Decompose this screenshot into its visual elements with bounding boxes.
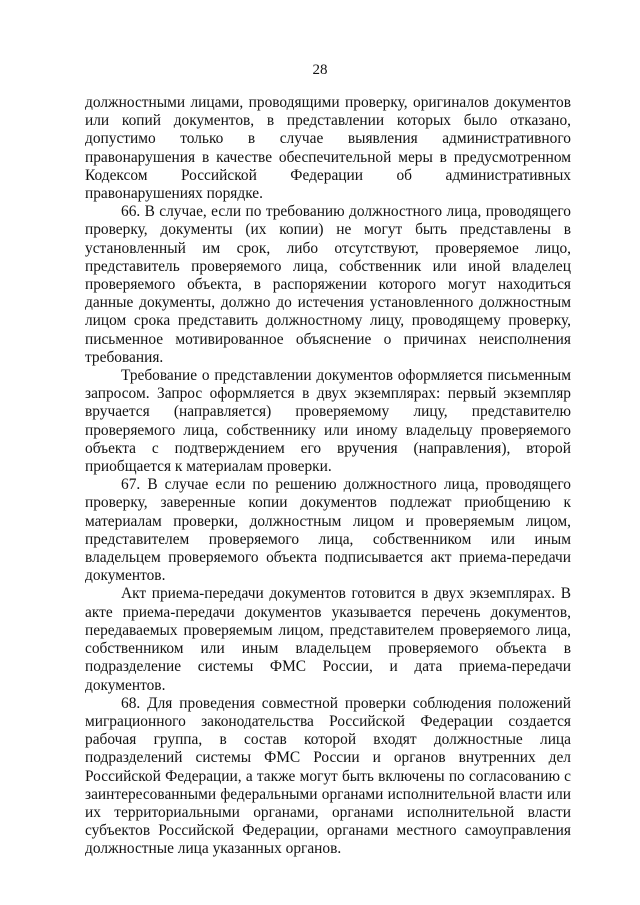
paragraph-continuation: должностными лицами, проводящими проверку, оригиналов документов или копий документов, в представлении которых было отказано, допустимо только в случае выявления административного правонарушения в качестве обеспечительной меры в предусмотренном Кодексом Российской Федерации об административных правонарушениях порядке. (85, 94, 571, 203)
document-body (85, 94, 571, 859)
paragraph-68: 68. Для проведения совместной проверки соблюдения положений миграционного законодательства Российской Федерации создается рабочая группа, в состав которой входят должностные лица подразделений системы ФМС России и органов внутренних дел Российской Федерации, а также могут быть включены по согласованию с заинтересованными федеральными органами исполнительной власти или их территориальными органами, органами исполнительной власти субъектов Российской Федерации, органами местного самоуправления должностные лица указанных органов. (85, 694, 571, 858)
page-number: 28 (312, 62, 328, 78)
paragraph-transfer-act: Акт приема-передачи документов готовится в двух экземплярах. В акте приема-передачи документов указывается перечень документов, передаваемых проверяемым лицом, представителем проверяемого лица, собственником или иным владельцем проверяемого объекта в подразделение системы ФМС России, и дата приема-передачи документов. (85, 585, 571, 694)
paragraph-67: 67. В случае если по решению должностного лица, проводящего проверку, заверенные копии документов подлежат приобщению к материалам проверки, должностным лицом и проверяемым лицом, представителем проверяемого лица, собственником или иным владельцем проверяемого объекта подписывается акт приема-передачи документов. (85, 476, 571, 585)
paragraph-66: 66. В случае, если по требованию должностного лица, проводящего проверку, документы (их копии) не могут быть представлены в установленный им срок, либо отсутствуют, проверяемое лицо, представитель проверяемого лица, собственник или иной владелец проверяемого объекта, в распоряжении которого могут находиться данные документы, должно до истечения установленного должностным лицом срока представить должностному лицу, проводящему проверку, письменное мотивированное объяснение о причинах неисполнения требования. (85, 203, 571, 366)
paragraph-document-request: Требование о представлении документов оформляется письменным запросом. Запрос оформляется в двух экземплярах: первый экземпляр вручается (направляется) проверяемому лицу, представителю проверяемого лица, собственнику или иному владельцу проверяемого объекта с подтверждением его вручения (направления), второй приобщается к материалам проверки. (85, 367, 571, 476)
